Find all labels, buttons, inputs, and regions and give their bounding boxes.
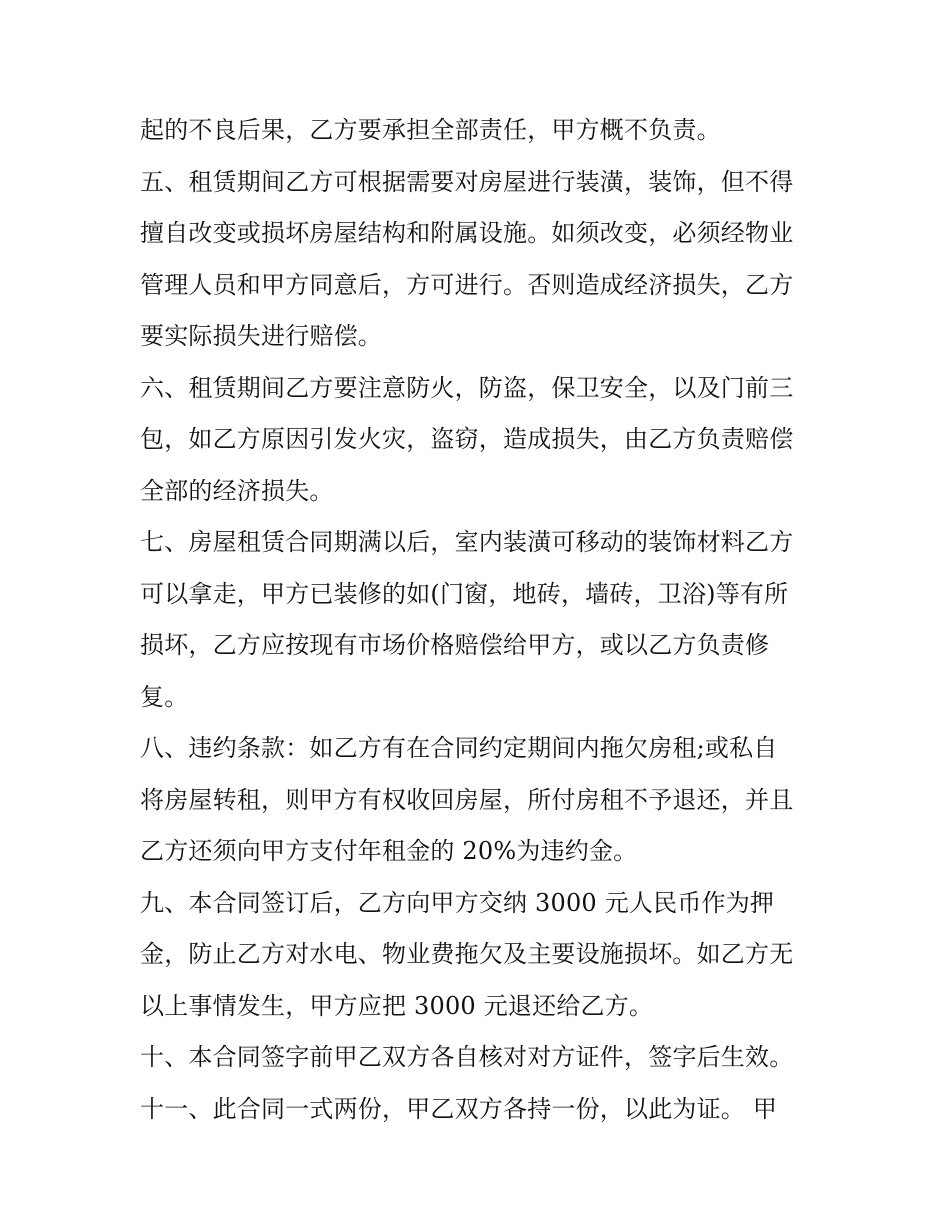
text-line: 包，如乙方原因引发火灾，盗窃，造成损失，由乙方负责赔偿 [140, 425, 794, 453]
text-line: 乙方还须向甲方支付年租金的 20%为违约金。 [140, 837, 638, 865]
text-line: 十一、此合同一式两份，甲乙双方各持一份，以此为证。 甲 [140, 1094, 778, 1123]
text-line: 将房屋转租，则甲方有权收回房屋，所付房租不予退还，并且 [140, 785, 794, 814]
text-line: 起的不良后果，乙方要承担全部责任，甲方概不负责。 [140, 116, 721, 144]
text-line: 管理人员和甲方同意后，方可进行。否则造成经济损失，乙方 [140, 270, 794, 299]
contract-text-body [140, 105, 830, 1135]
text-line: 七、房屋租赁合同期满以后，室内装潢可移动的装饰材料乙方 [140, 528, 794, 556]
text-line: 要实际损失进行赔偿。 [140, 322, 382, 350]
text-line: 全部的经济损失。 [140, 476, 334, 505]
text-line: 损坏，乙方应按现有市场价格赔偿给甲方，或以乙方负责修 [140, 631, 770, 659]
text-line: 复。 [140, 682, 189, 711]
text-line: 五、租赁期间乙方可根据需要对房屋进行装潢，装饰，但不得 [140, 167, 794, 196]
text-line: 六、租赁期间乙方要注意防火，防盗，保卫安全，以及门前三 [140, 373, 794, 402]
text-line: 十、本合同签字前甲乙双方各自核对对方证件，签字后生效。 [140, 1043, 794, 1071]
text-line: 八、违约条款：如乙方有在合同约定期间内拖欠房租;或私自 [140, 734, 778, 762]
text-line: 可以拿走，甲方已装修的如(门窗，地砖，墙砖，卫浴)等有所 [140, 579, 789, 608]
text-line: 以上事情发生，甲方应把 3000 元退还给乙方。 [140, 991, 654, 1020]
text-line: 九、本合同签订后，乙方向甲方交纳 3000 元人民币作为押 [140, 888, 775, 917]
text-line: 金，防止乙方对水电、物业费拖欠及主要设施损坏。如乙方无 [140, 940, 794, 968]
text-line: 擅自改变或损坏房屋结构和附属设施。如须改变，必须经物业 [140, 219, 794, 247]
